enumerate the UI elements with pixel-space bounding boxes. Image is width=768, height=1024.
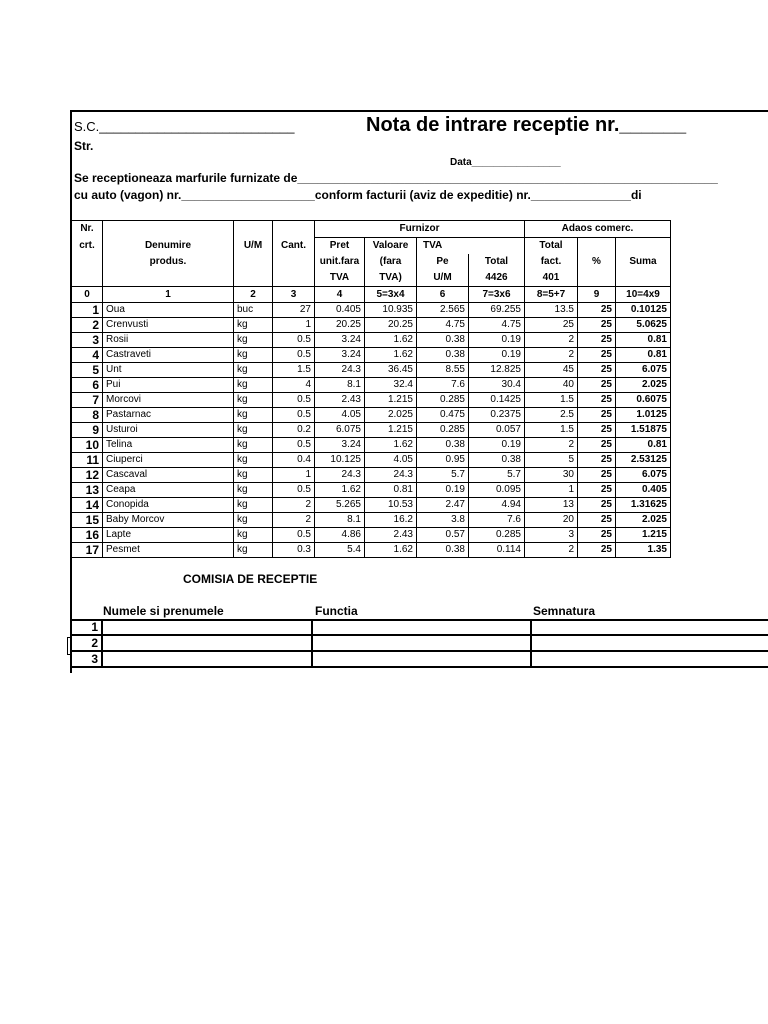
value-cell[interactable]: 0.405 bbox=[315, 303, 365, 318]
row-number[interactable]: 13 bbox=[72, 483, 103, 498]
value-cell[interactable]: 6.075 bbox=[315, 423, 365, 438]
value-cell[interactable]: 0.285 bbox=[469, 528, 525, 543]
unit-cell[interactable]: kg bbox=[234, 378, 273, 393]
value-cell[interactable]: 4.75 bbox=[417, 318, 469, 333]
col-index-cell: 9 bbox=[578, 287, 616, 303]
commission-function-cell[interactable] bbox=[312, 620, 531, 635]
value-cell[interactable]: 8.55 bbox=[417, 363, 469, 378]
commission-row-number: 2 bbox=[71, 635, 102, 651]
value-cell[interactable]: 1.31625 bbox=[616, 498, 671, 513]
unit-cell[interactable]: kg bbox=[234, 318, 273, 333]
col-um-header: U/M bbox=[234, 238, 273, 255]
value-cell[interactable]: 25 bbox=[578, 423, 616, 438]
value-cell[interactable]: 0.5 bbox=[273, 528, 315, 543]
row-number[interactable]: 9 bbox=[72, 423, 103, 438]
row-number[interactable]: 8 bbox=[72, 408, 103, 423]
row-number[interactable]: 7 bbox=[72, 393, 103, 408]
unit-cell[interactable]: kg bbox=[234, 468, 273, 483]
col-denumire-header-2: produs. bbox=[103, 254, 234, 270]
value-cell[interactable]: 16.2 bbox=[365, 513, 417, 528]
value-cell[interactable]: 25 bbox=[578, 363, 616, 378]
header-row-2 bbox=[72, 238, 671, 255]
value-cell[interactable]: 3.24 bbox=[315, 333, 365, 348]
value-cell[interactable]: 0.38 bbox=[417, 543, 469, 558]
commission-name-cell[interactable] bbox=[102, 635, 312, 651]
value-cell[interactable]: 0.5 bbox=[273, 393, 315, 408]
value-cell[interactable]: 1.5 bbox=[525, 393, 578, 408]
col-index-cell: 8=5+7 bbox=[525, 287, 578, 303]
value-cell[interactable]: 25 bbox=[578, 498, 616, 513]
col-pct-header: % bbox=[578, 254, 616, 270]
value-cell[interactable]: 1 bbox=[273, 318, 315, 333]
row-number[interactable]: 12 bbox=[72, 468, 103, 483]
table-row bbox=[72, 498, 671, 513]
value-cell[interactable]: 25 bbox=[578, 513, 616, 528]
value-cell[interactable]: 25 bbox=[578, 348, 616, 363]
col-index-cell: 1 bbox=[103, 287, 234, 303]
value-cell[interactable]: 5.0625 bbox=[616, 318, 671, 333]
value-cell[interactable]: 30 bbox=[525, 468, 578, 483]
commission-col-signature: Semnatura bbox=[533, 604, 596, 618]
product-name[interactable]: Conopida bbox=[103, 498, 234, 513]
cell-selection-marker bbox=[67, 637, 72, 655]
value-cell[interactable]: 0.1425 bbox=[469, 393, 525, 408]
value-cell[interactable]: 0.5 bbox=[273, 333, 315, 348]
table-row bbox=[72, 393, 671, 408]
product-name[interactable]: Baby Morcov bbox=[103, 513, 234, 528]
value-cell[interactable]: 1.5 bbox=[525, 423, 578, 438]
value-cell[interactable]: 0.285 bbox=[417, 423, 469, 438]
value-cell[interactable]: 0.57 bbox=[417, 528, 469, 543]
col-pe-header-2: U/M bbox=[417, 270, 469, 287]
value-cell[interactable]: 0.81 bbox=[616, 438, 671, 453]
value-cell[interactable]: 1.35 bbox=[616, 543, 671, 558]
product-name[interactable]: Cascaval bbox=[103, 468, 234, 483]
value-cell[interactable]: 1.0125 bbox=[616, 408, 671, 423]
value-cell[interactable]: 2.43 bbox=[315, 393, 365, 408]
product-name[interactable]: Morcovi bbox=[103, 393, 234, 408]
value-cell[interactable]: 24.3 bbox=[315, 468, 365, 483]
value-cell[interactable]: 24.3 bbox=[315, 363, 365, 378]
col-valoare-header-2: (fara bbox=[365, 254, 417, 270]
value-cell[interactable]: 3.24 bbox=[315, 348, 365, 363]
col-index-cell: 4 bbox=[315, 287, 365, 303]
value-cell[interactable]: 1.62 bbox=[365, 348, 417, 363]
value-cell[interactable]: 0.95 bbox=[417, 453, 469, 468]
product-name[interactable]: Rosii bbox=[103, 333, 234, 348]
col-index-cell: 10=4x9 bbox=[616, 287, 671, 303]
column-index-row bbox=[72, 287, 671, 303]
value-cell[interactable]: 1.62 bbox=[365, 333, 417, 348]
value-cell[interactable]: 6.075 bbox=[616, 468, 671, 483]
value-cell[interactable]: 25 bbox=[578, 393, 616, 408]
value-cell[interactable]: 2.53125 bbox=[616, 453, 671, 468]
value-cell[interactable]: 5.7 bbox=[417, 468, 469, 483]
row-number[interactable]: 15 bbox=[72, 513, 103, 528]
value-cell[interactable]: 1.62 bbox=[365, 543, 417, 558]
unit-cell[interactable]: kg bbox=[234, 543, 273, 558]
value-cell[interactable]: 1 bbox=[525, 483, 578, 498]
date-field: Data________________ bbox=[450, 157, 561, 168]
value-cell[interactable]: 8.1 bbox=[315, 378, 365, 393]
table-row bbox=[72, 423, 671, 438]
commission-table bbox=[71, 620, 768, 668]
table-row bbox=[72, 348, 671, 363]
commission-signature-cell[interactable] bbox=[531, 651, 768, 667]
unit-cell[interactable]: kg bbox=[234, 333, 273, 348]
value-cell[interactable]: 2.47 bbox=[417, 498, 469, 513]
col-valoare-header: Valoare bbox=[365, 238, 417, 255]
commission-name-cell[interactable] bbox=[102, 620, 312, 635]
product-name[interactable]: Usturoi bbox=[103, 423, 234, 438]
commission-col-function: Functia bbox=[315, 604, 358, 618]
value-cell[interactable]: 25 bbox=[578, 318, 616, 333]
col-pret-header-2: unit.fara bbox=[315, 254, 365, 270]
value-cell[interactable]: 1.51875 bbox=[616, 423, 671, 438]
value-cell[interactable]: 2 bbox=[273, 513, 315, 528]
value-cell[interactable]: 3.24 bbox=[315, 438, 365, 453]
value-cell[interactable]: 32.4 bbox=[365, 378, 417, 393]
unit-cell[interactable]: kg bbox=[234, 498, 273, 513]
value-cell[interactable]: 3 bbox=[525, 528, 578, 543]
commission-signature-cell[interactable] bbox=[531, 635, 768, 651]
commission-name-cell[interactable] bbox=[102, 651, 312, 667]
commission-row bbox=[71, 620, 768, 635]
value-cell[interactable]: 7.6 bbox=[469, 513, 525, 528]
group-adaos: Adaos comerc. bbox=[525, 221, 671, 238]
value-cell[interactable]: 4.05 bbox=[365, 453, 417, 468]
company-field: S.C.___________________________ bbox=[74, 119, 295, 134]
table-row bbox=[72, 468, 671, 483]
table-row bbox=[72, 483, 671, 498]
value-cell[interactable]: 0.475 bbox=[417, 408, 469, 423]
header-row-3 bbox=[72, 254, 671, 270]
row-number[interactable]: 10 bbox=[72, 438, 103, 453]
transport-line: cu auto (vagon) nr.____________________conform facturii (aviz de expeditie) nr._______________di bbox=[74, 188, 642, 202]
product-name[interactable]: Pesmet bbox=[103, 543, 234, 558]
value-cell[interactable]: 13.5 bbox=[525, 303, 578, 318]
unit-cell[interactable]: kg bbox=[234, 483, 273, 498]
header-row-4 bbox=[72, 270, 671, 287]
col-totfact-header-2: fact. bbox=[525, 254, 578, 270]
value-cell[interactable]: 0.5 bbox=[273, 438, 315, 453]
unit-cell[interactable]: kg bbox=[234, 393, 273, 408]
row-number[interactable]: 2 bbox=[72, 318, 103, 333]
table-row bbox=[72, 408, 671, 423]
col-total-header: Total bbox=[469, 254, 525, 270]
value-cell[interactable]: 6.075 bbox=[616, 363, 671, 378]
value-cell[interactable]: 0.057 bbox=[469, 423, 525, 438]
table-row bbox=[72, 438, 671, 453]
product-name[interactable]: Crenvusti bbox=[103, 318, 234, 333]
commission-function-cell[interactable] bbox=[312, 651, 531, 667]
table-row bbox=[72, 453, 671, 468]
col-cant-header: Cant. bbox=[273, 238, 315, 255]
value-cell[interactable]: 5.7 bbox=[469, 468, 525, 483]
value-cell[interactable]: 20 bbox=[525, 513, 578, 528]
reception-table bbox=[71, 220, 671, 558]
value-cell[interactable]: 0.38 bbox=[469, 453, 525, 468]
value-cell[interactable]: 5.4 bbox=[315, 543, 365, 558]
table-row bbox=[72, 528, 671, 543]
row-number[interactable]: 3 bbox=[72, 333, 103, 348]
value-cell[interactable]: 4.86 bbox=[315, 528, 365, 543]
value-cell[interactable]: 0.19 bbox=[469, 348, 525, 363]
product-name[interactable]: Ciuperci bbox=[103, 453, 234, 468]
col-tva-header: TVA bbox=[417, 238, 525, 255]
commission-title: COMISIA DE RECEPTIE bbox=[183, 572, 318, 586]
col-suma-header: Suma bbox=[616, 254, 671, 270]
product-name[interactable]: Pui bbox=[103, 378, 234, 393]
value-cell[interactable]: 2.565 bbox=[417, 303, 469, 318]
table-row bbox=[72, 378, 671, 393]
commission-col-name: Numele si prenumele bbox=[103, 604, 224, 618]
product-name[interactable]: Ceapa bbox=[103, 483, 234, 498]
value-cell[interactable]: 2 bbox=[273, 498, 315, 513]
value-cell[interactable]: 25 bbox=[578, 543, 616, 558]
row-number[interactable]: 14 bbox=[72, 498, 103, 513]
value-cell[interactable]: 0.38 bbox=[417, 333, 469, 348]
value-cell[interactable]: 0.4 bbox=[273, 453, 315, 468]
col-index-cell: 7=3x6 bbox=[469, 287, 525, 303]
col-nr-header-2: crt. bbox=[72, 238, 103, 255]
col-pret-header: Pret bbox=[315, 238, 365, 255]
value-cell[interactable]: 25 bbox=[578, 453, 616, 468]
product-name[interactable]: Lapte bbox=[103, 528, 234, 543]
col-index-cell: 2 bbox=[234, 287, 273, 303]
value-cell[interactable]: 0.19 bbox=[469, 438, 525, 453]
value-cell[interactable]: 1.62 bbox=[315, 483, 365, 498]
value-cell[interactable]: 10.53 bbox=[365, 498, 417, 513]
value-cell[interactable]: 4 bbox=[273, 378, 315, 393]
value-cell[interactable]: 2.43 bbox=[365, 528, 417, 543]
value-cell[interactable]: 20.25 bbox=[315, 318, 365, 333]
unit-cell[interactable]: kg bbox=[234, 453, 273, 468]
value-cell[interactable]: 25 bbox=[578, 528, 616, 543]
col-denumire-header: Denumire bbox=[103, 238, 234, 255]
table-body bbox=[72, 303, 671, 558]
value-cell[interactable]: 4.75 bbox=[469, 318, 525, 333]
value-cell[interactable]: 1.62 bbox=[365, 438, 417, 453]
value-cell[interactable]: 7.6 bbox=[417, 378, 469, 393]
street-field: Str. bbox=[74, 139, 94, 153]
col-index-cell: 5=3x4 bbox=[365, 287, 417, 303]
value-cell[interactable]: 5.265 bbox=[315, 498, 365, 513]
value-cell[interactable]: 0.19 bbox=[417, 483, 469, 498]
row-number[interactable]: 11 bbox=[72, 453, 103, 468]
unit-cell[interactable]: kg bbox=[234, 438, 273, 453]
value-cell[interactable]: 25 bbox=[578, 468, 616, 483]
value-cell[interactable]: 2 bbox=[525, 543, 578, 558]
value-cell[interactable]: 2.025 bbox=[616, 378, 671, 393]
product-name[interactable]: Castraveti bbox=[103, 348, 234, 363]
value-cell[interactable]: 30.4 bbox=[469, 378, 525, 393]
row-number[interactable]: 1 bbox=[72, 303, 103, 318]
value-cell[interactable]: 0.2 bbox=[273, 423, 315, 438]
table-row bbox=[72, 303, 671, 318]
table-row bbox=[72, 318, 671, 333]
value-cell[interactable]: 0.2375 bbox=[469, 408, 525, 423]
col-index-cell: 3 bbox=[273, 287, 315, 303]
value-cell[interactable]: 2 bbox=[525, 438, 578, 453]
col-pe-header: Pe bbox=[417, 254, 469, 270]
unit-cell[interactable]: kg bbox=[234, 528, 273, 543]
value-cell[interactable]: 2.5 bbox=[525, 408, 578, 423]
value-cell[interactable]: 0.5 bbox=[273, 483, 315, 498]
document-title: Nota de intrare receptie nr.______ bbox=[366, 114, 687, 136]
value-cell[interactable]: 3.8 bbox=[417, 513, 469, 528]
unit-cell[interactable]: kg bbox=[234, 408, 273, 423]
value-cell[interactable]: 40 bbox=[525, 378, 578, 393]
unit-cell[interactable]: kg bbox=[234, 513, 273, 528]
table-row bbox=[72, 513, 671, 528]
product-name[interactable]: Telina bbox=[103, 438, 234, 453]
value-cell[interactable]: 69.255 bbox=[469, 303, 525, 318]
table-row bbox=[72, 363, 671, 378]
value-cell[interactable]: 1.215 bbox=[616, 528, 671, 543]
commission-row bbox=[71, 635, 768, 651]
value-cell[interactable]: 13 bbox=[525, 498, 578, 513]
col-pret-header-3: TVA bbox=[315, 270, 365, 287]
value-cell[interactable]: 10.935 bbox=[365, 303, 417, 318]
row-number[interactable]: 17 bbox=[72, 543, 103, 558]
value-cell[interactable]: 25 bbox=[578, 303, 616, 318]
top-border bbox=[71, 110, 768, 112]
value-cell[interactable]: 0.10125 bbox=[616, 303, 671, 318]
col-total-header-2: 4426 bbox=[469, 270, 525, 287]
value-cell[interactable]: 8.1 bbox=[315, 513, 365, 528]
value-cell[interactable]: 1.215 bbox=[365, 393, 417, 408]
value-cell[interactable]: 25 bbox=[525, 318, 578, 333]
value-cell[interactable]: 4.94 bbox=[469, 498, 525, 513]
value-cell[interactable]: 0.81 bbox=[365, 483, 417, 498]
value-cell[interactable]: 0.19 bbox=[469, 333, 525, 348]
unit-cell[interactable]: kg bbox=[234, 363, 273, 378]
value-cell[interactable]: 4.05 bbox=[315, 408, 365, 423]
product-name[interactable]: Pastarnac bbox=[103, 408, 234, 423]
col-index-cell: 0 bbox=[72, 287, 103, 303]
col-index-cell: 6 bbox=[417, 287, 469, 303]
value-cell[interactable]: 0.405 bbox=[616, 483, 671, 498]
value-cell[interactable]: 2 bbox=[525, 333, 578, 348]
value-cell[interactable]: 2 bbox=[525, 348, 578, 363]
value-cell[interactable]: 0.3 bbox=[273, 543, 315, 558]
group-furnizor: Furnizor bbox=[315, 221, 525, 238]
header-row-1 bbox=[72, 221, 671, 238]
value-cell[interactable]: 36.45 bbox=[365, 363, 417, 378]
row-number[interactable]: 16 bbox=[72, 528, 103, 543]
value-cell[interactable]: 0.095 bbox=[469, 483, 525, 498]
value-cell[interactable]: 1.215 bbox=[365, 423, 417, 438]
value-cell[interactable]: 25 bbox=[578, 333, 616, 348]
value-cell[interactable]: 0.81 bbox=[616, 333, 671, 348]
unit-cell[interactable]: buc bbox=[234, 303, 273, 318]
col-nr-header: Nr. bbox=[72, 221, 103, 238]
value-cell[interactable]: 20.25 bbox=[365, 318, 417, 333]
value-cell[interactable]: 5 bbox=[525, 453, 578, 468]
value-cell[interactable]: 0.5 bbox=[273, 408, 315, 423]
value-cell[interactable]: 25 bbox=[578, 408, 616, 423]
value-cell[interactable]: 2.025 bbox=[616, 513, 671, 528]
table-row bbox=[72, 543, 671, 558]
commission-signature-cell[interactable] bbox=[531, 620, 768, 635]
value-cell[interactable]: 12.825 bbox=[469, 363, 525, 378]
value-cell[interactable]: 24.3 bbox=[365, 468, 417, 483]
row-number[interactable]: 5 bbox=[72, 363, 103, 378]
value-cell[interactable]: 2.025 bbox=[365, 408, 417, 423]
value-cell[interactable]: 0.38 bbox=[417, 438, 469, 453]
value-cell[interactable]: 25 bbox=[578, 483, 616, 498]
value-cell[interactable]: 25 bbox=[578, 378, 616, 393]
value-cell[interactable]: 0.38 bbox=[417, 348, 469, 363]
value-cell[interactable]: 0.81 bbox=[616, 348, 671, 363]
value-cell[interactable]: 0.114 bbox=[469, 543, 525, 558]
commission-function-cell[interactable] bbox=[312, 635, 531, 651]
col-totfact-header-3: 401 bbox=[525, 270, 578, 287]
value-cell[interactable]: 45 bbox=[525, 363, 578, 378]
commission-row bbox=[71, 651, 768, 667]
unit-cell[interactable]: kg bbox=[234, 348, 273, 363]
col-valoare-header-3: TVA) bbox=[365, 270, 417, 287]
table-row bbox=[72, 333, 671, 348]
value-cell[interactable]: 1 bbox=[273, 468, 315, 483]
unit-cell[interactable]: kg bbox=[234, 423, 273, 438]
value-cell[interactable]: 10.125 bbox=[315, 453, 365, 468]
value-cell[interactable]: 0.6075 bbox=[616, 393, 671, 408]
product-name[interactable]: Unt bbox=[103, 363, 234, 378]
value-cell[interactable]: 1.5 bbox=[273, 363, 315, 378]
row-number[interactable]: 4 bbox=[72, 348, 103, 363]
value-cell[interactable]: 25 bbox=[578, 438, 616, 453]
value-cell[interactable]: 0.285 bbox=[417, 393, 469, 408]
col-totfact-header: Total bbox=[525, 238, 578, 255]
commission-row-number: 3 bbox=[71, 651, 102, 667]
product-name[interactable]: Oua bbox=[103, 303, 234, 318]
value-cell[interactable]: 27 bbox=[273, 303, 315, 318]
row-number[interactable]: 6 bbox=[72, 378, 103, 393]
commission-row-number: 1 bbox=[71, 620, 102, 635]
supplier-line: Se receptioneaza marfurile furnizate de_______________________________________________________________ bbox=[74, 171, 718, 185]
value-cell[interactable]: 0.5 bbox=[273, 348, 315, 363]
